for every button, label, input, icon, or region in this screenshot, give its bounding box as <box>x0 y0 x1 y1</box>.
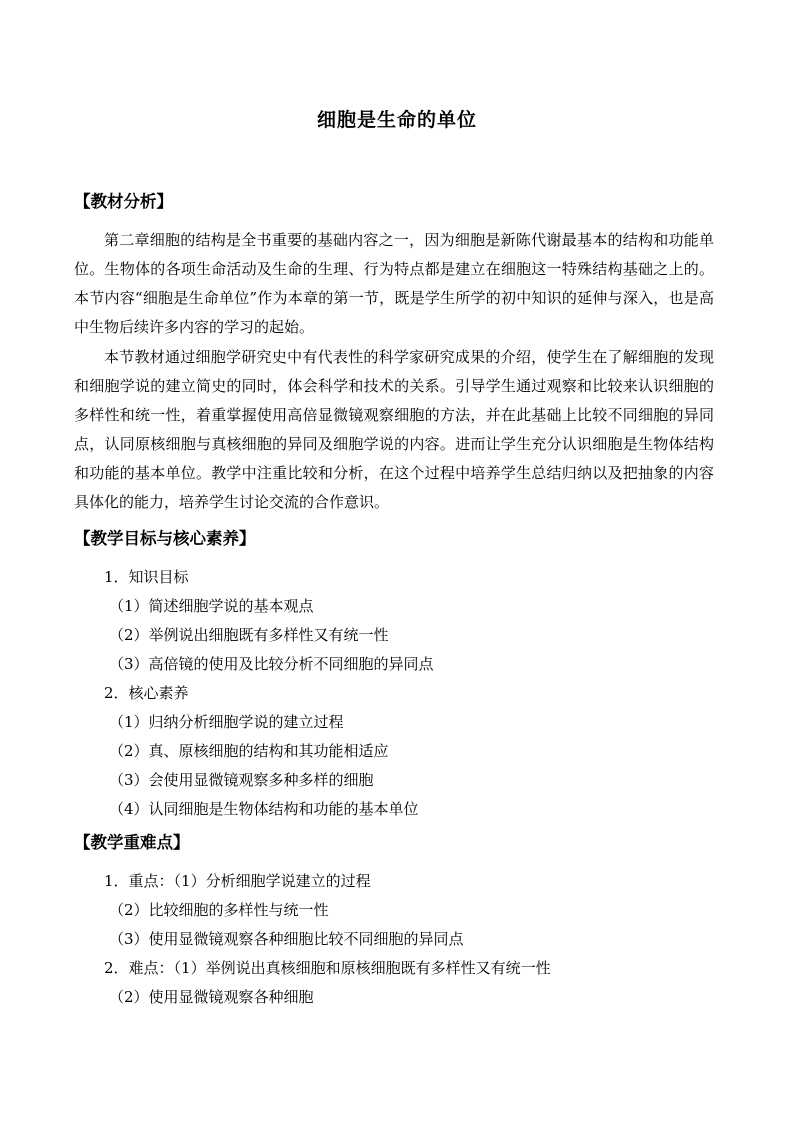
goal-line: （3）高倍镜的使用及比较分析不同细胞的异同点 <box>109 655 434 673</box>
goal-line: （2）举例说出细胞既有多样性又有统一性 <box>109 626 389 644</box>
goal-line: （3）会使用显微镜观察多种多样的细胞 <box>109 771 374 789</box>
key-point-line: （3）使用显微镜观察各种细胞比较不同细胞的异同点 <box>109 930 464 948</box>
section-heading-analysis: 【教材分析】 <box>74 192 173 211</box>
goal-line: （1）归纳分析细胞学说的建立过程 <box>109 713 344 731</box>
goal-line: 1．知识目标 <box>104 568 189 586</box>
key-point-line: （2）使用显微镜观察各种细胞 <box>109 988 314 1006</box>
analysis-paragraph: 第二章细胞的结构是全书重要的基础内容之一，因为细胞是新陈代谢最基本的结构和功能单位。生物体的各项生命活动及生命的生理、行为特点都是建立在细胞这一特殊结构基础之上的。本节内容“细胞是生命单位”作为本章的第一节，既是学生所学的初中知识的延伸与深入，也是高中生物后续许多内容的学习的起始。 <box>74 231 714 336</box>
section-heading-goals: 【教学目标与核心素养】 <box>74 529 256 548</box>
goal-line: （2）真、原核细胞的结构和其功能相适应 <box>109 742 389 760</box>
section-heading-key-points: 【教学重难点】 <box>74 833 190 852</box>
goal-line: （1）简述细胞学说的基本观点 <box>109 597 314 615</box>
page-title: 细胞是生命的单位 <box>316 109 477 131</box>
key-point-line: 1．重点：（1）分析细胞学说建立的过程 <box>104 872 371 890</box>
analysis-paragraph: 本节教材通过细胞学研究史中有代表性的科学家研究成果的介绍，使学生在了解细胞的发现和细胞学说的建立简史的同时，体会科学和技术的关系。引导学生通过观察和比较来认识细胞的多样性和统一性，着重掌握使用高倍显微镜观察细胞的方法，并在此基础上比较不同细胞的异同点，认同原核细胞与真核细胞的异同及细胞学说的内容。进而让学生充分认识细胞是生物体结构和功能的基本单位。教学中注重比较和分析，在这个过程中培养学生总结归纳以及把抽象的内容具体化的能力，培养学生讨论交流的合作意识。 <box>74 348 714 511</box>
goal-line: （4）认同细胞是生物体结构和功能的基本单位 <box>109 800 419 818</box>
key-point-line: 2．难点：（1）举例说出真核细胞和原核细胞既有多样性又有统一性 <box>104 959 551 977</box>
key-point-line: （2）比较细胞的多样性与统一性 <box>109 901 329 919</box>
goal-line: 2．核心素养 <box>104 684 189 702</box>
